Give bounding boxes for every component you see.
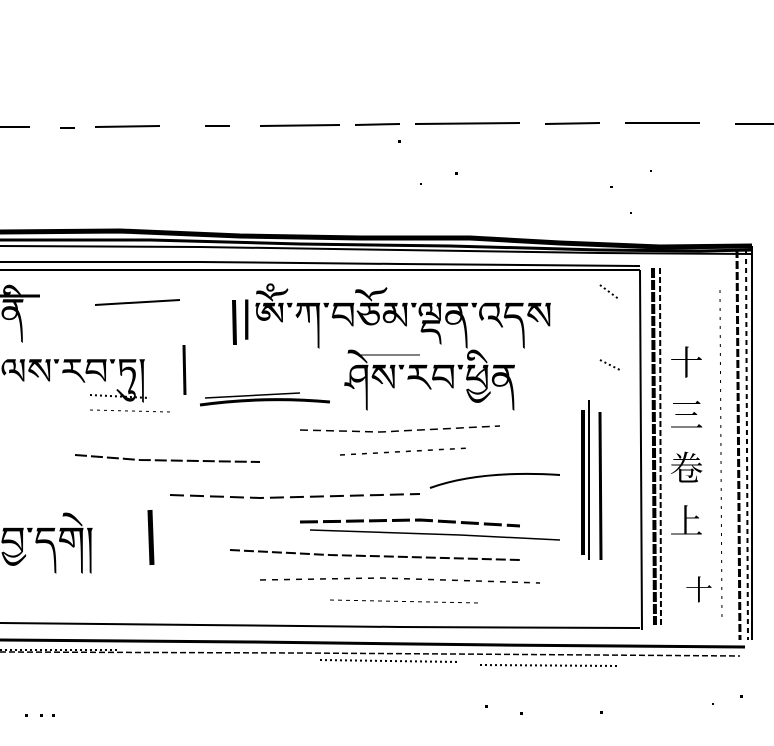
margin-label (663, 345, 713, 607)
tibetan-line-2-left: ལས་རབ་ཏུ། (0, 350, 147, 394)
speckle-noise (25, 140, 743, 717)
tibetan-line-1-right: |ༀ་ཀ་བཅོམ་ལྡན་འདས (240, 294, 553, 340)
margin-chinese-vertical: 十 三 卷 上 (663, 345, 703, 542)
tibetan-text (0, 283, 553, 574)
dotted-noise (0, 285, 620, 666)
tibetan-line-3-left: བྱ་དགེ། (0, 519, 95, 565)
tibetan-line-2-right: ཤེས་རབ་ཕྱིན (345, 356, 517, 402)
top-noise-line (0, 123, 774, 128)
margin-bottom-char: 十 (685, 574, 714, 607)
tibetan-line-1-left: ནི (0, 290, 26, 334)
top-border (0, 231, 752, 266)
